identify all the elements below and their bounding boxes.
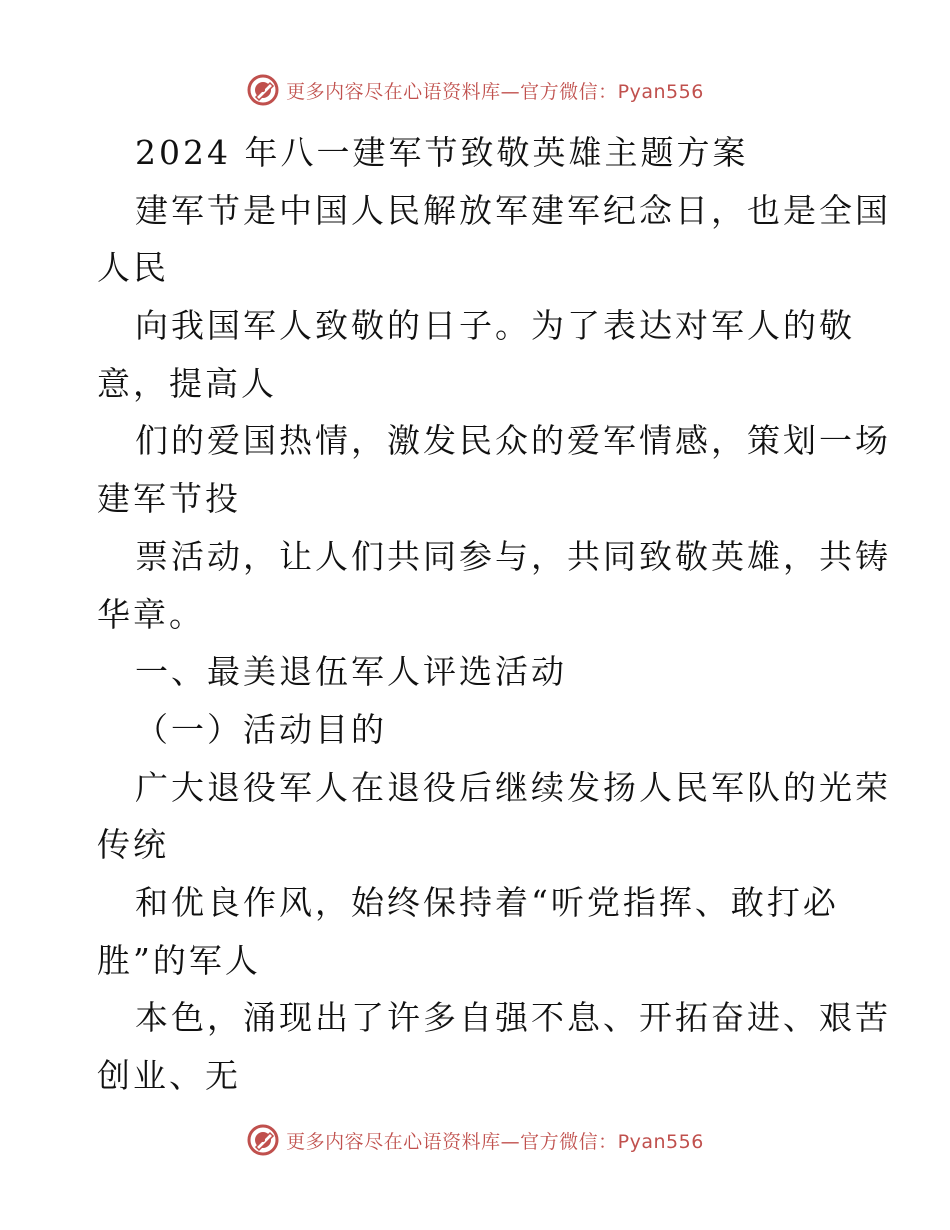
paragraph-line: 传统: [97, 825, 169, 865]
paragraph-line: 一、最美退伍军人评选活动: [135, 652, 567, 692]
paragraph-line: 意，提高人: [97, 363, 277, 403]
footer-banner-text: [286, 1127, 704, 1154]
pen-nib-circle-icon: [246, 73, 280, 107]
paragraph-line: 建军节是中国人民解放军建军纪念日，也是全国: [135, 190, 891, 230]
paragraph-line: 广大退役军人在退役后继续发扬人民军队的光荣: [135, 767, 891, 807]
header-banner-label: 更多内容尽在心语资料库—官方微信：: [286, 80, 618, 103]
paragraph-line: 2024 年八一建军节致敬英雄主题方案: [135, 133, 749, 172]
document-body: [97, 124, 891, 1105]
paragraph-line: 和优良作风，始终保持着“听党指挥、敢打必: [135, 882, 839, 922]
paragraph-line: 建军节投: [97, 479, 241, 519]
footer-banner: [0, 1122, 950, 1158]
footer-banner-label: 更多内容尽在心语资料库—官方微信：: [286, 1130, 618, 1153]
pen-nib-circle-icon: [246, 1123, 280, 1157]
header-banner: [0, 72, 950, 108]
header-banner-text: [286, 77, 704, 104]
paragraph-line: 胜”的军人: [97, 940, 261, 980]
footer-wechat-id: Pyan556: [617, 1130, 704, 1153]
paragraph-line: （一）活动目的: [135, 709, 387, 749]
paragraph-line: 票活动，让人们共同参与，共同致敬英雄，共铸: [135, 536, 891, 576]
paragraph-line: 人民: [97, 248, 169, 288]
paragraph-line: 创业、无: [97, 1056, 241, 1095]
paragraph-line: 向我国军人致敬的日子。为了表达对军人的敬: [135, 306, 855, 346]
paragraph-line: 华章。: [97, 594, 205, 634]
paragraph-line: 们的爱国热情，激发民众的爱军情感，策划一场: [135, 421, 891, 461]
header-wechat-id: Pyan556: [617, 80, 704, 103]
paragraph-line: 本色，涌现出了许多自强不息、开拓奋进、艰苦: [135, 998, 891, 1038]
